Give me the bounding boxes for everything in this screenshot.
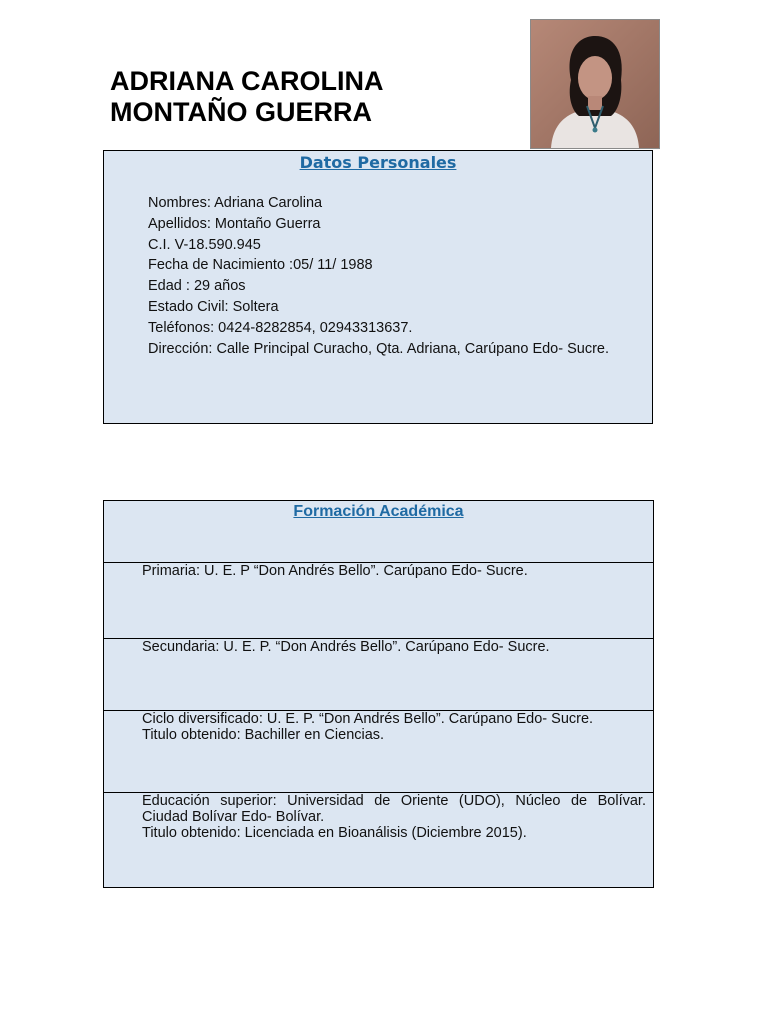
primaria-text: Primaria: U. E. P “Don Andrés Bello”. Carúpano Edo- Sucre.	[142, 563, 528, 579]
field-telefonos: Teléfonos: 0424-8282854, 02943313637.	[148, 319, 413, 336]
field-fecha-nacimiento: Fecha de Nacimiento :05/ 11/ 1988	[148, 257, 373, 274]
profile-photo	[530, 19, 660, 149]
field-nombres: Nombres: Adriana Carolina	[148, 195, 323, 211]
diversificado-text: Ciclo diversificado: U. E. P. “Don Andrés Bello”. Carúpano Edo- Sucre.	[142, 711, 594, 727]
formacion-academica-section	[103, 500, 654, 888]
datos-personales-list	[148, 193, 609, 359]
field-estado-civil: Estado Civil: Soltera	[148, 298, 279, 315]
field-apellidos: Apellidos: Montaño Guerra	[148, 215, 321, 232]
applicant-name-line2: MONTAÑO GUERRA	[110, 97, 372, 127]
education-row-superior	[104, 792, 653, 887]
education-row-diversificado	[104, 710, 653, 793]
formacion-title-row	[104, 501, 653, 562]
diversificado-titulo: Titulo obtenido: Bachiller en Ciencias.	[142, 727, 385, 743]
datos-personales-title: Datos Personales	[299, 153, 457, 172]
applicant-name	[110, 66, 383, 128]
applicant-name-line1: ADRIANA CAROLINA	[110, 66, 384, 96]
field-cedula: C.I. V-18.590.945	[148, 236, 261, 253]
superior-text: Educación superior: Universidad de Oriente (UDO), Núcleo de Bolívar.	[142, 793, 646, 809]
secundaria-text: Secundaria: U. E. P. “Don Andrés Bello”. Carúpano Edo- Sucre.	[142, 639, 550, 655]
education-row-secundaria	[104, 638, 653, 711]
field-edad: Edad : 29 años	[148, 278, 246, 295]
education-row-primaria	[104, 562, 653, 639]
formacion-academica-title: Formación Académica	[293, 503, 464, 520]
datos-personales-section	[103, 150, 653, 424]
profile-photo-portrait	[531, 20, 659, 148]
superior-ciudad: Ciudad Bolívar Edo- Bolívar.	[142, 809, 325, 825]
field-direccion: Dirección: Calle Principal Curacho, Qta. Adriana, Carúpano Edo- Sucre.	[148, 340, 610, 357]
superior-titulo: Titulo obtenido: Licenciada en Bioanálisis (Diciembre 2015).	[142, 825, 527, 841]
